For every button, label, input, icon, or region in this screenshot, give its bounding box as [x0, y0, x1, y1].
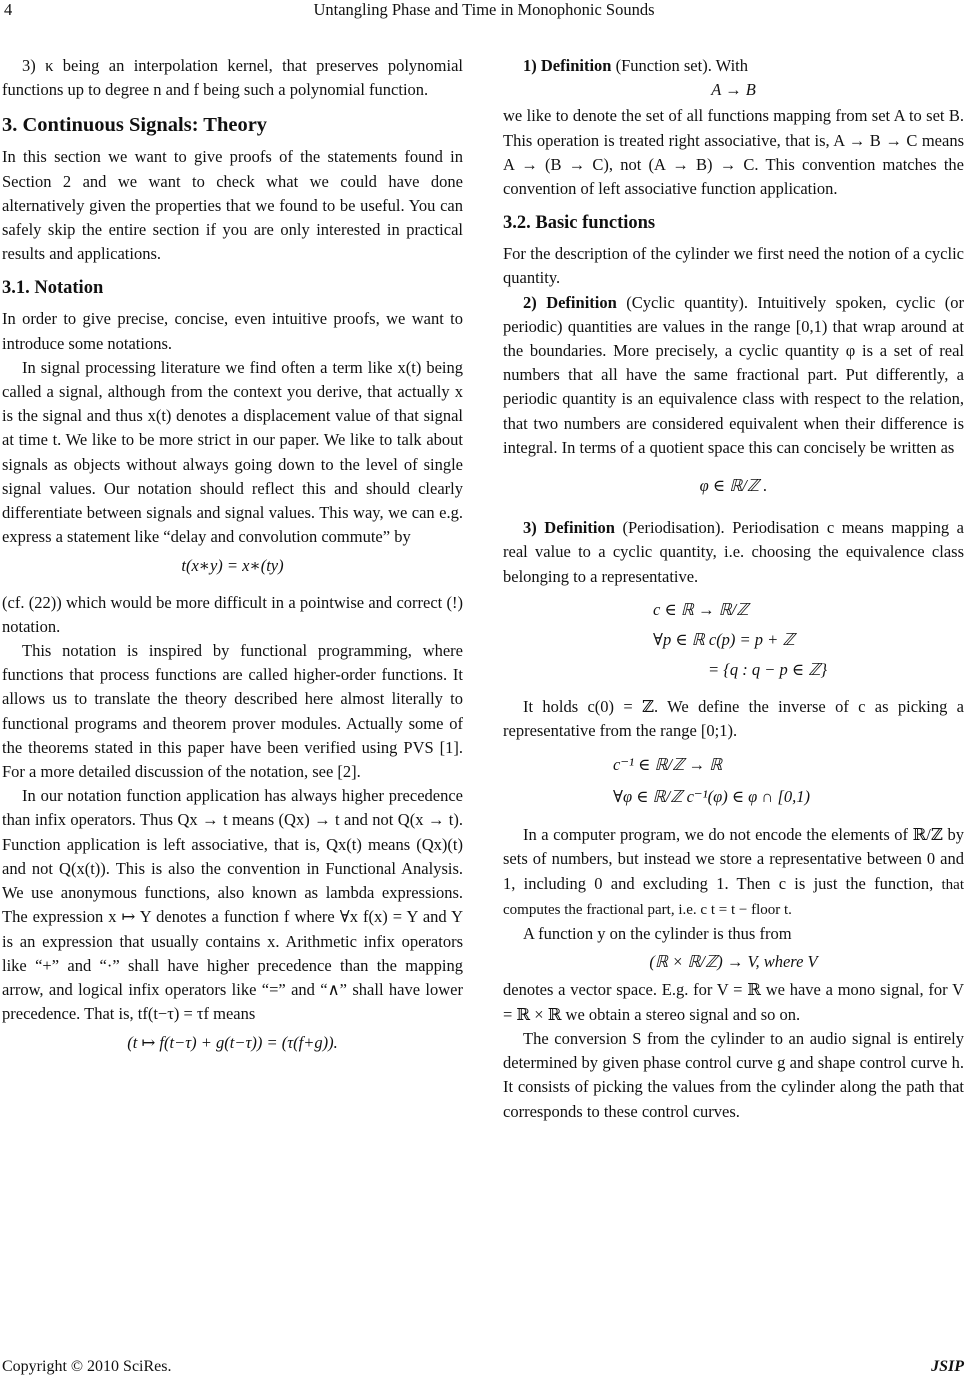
- program-text: In a computer program, we do not encode the elements of ℝ/ℤ by sets of numbers, but instead we store a representative between 0 and 1, including 0 and excluding 1. Then c is just the function,: [503, 825, 964, 893]
- notation-paragraph-2: In signal processing literature we find often a term like x(t) being called a signal, although from the context you derive, that actually x is the signal and thus x(t) denotes a displacement value of that signal at time t. We like to be more strict in our paper. We like to talk about signals as objects without always going down to the level of single signal values. Our notation should reflect this and should clearly differentiate between signals and signal values. This way, we can e.g. express a statement like “delay and convolution commute” by: [2, 357, 463, 547]
- conversion-paragraph: The conversion S from the cylinder to an audio signal is entirely determined by given phase control curve g and shape control curve h. It consists of picking the values from the cylinder along the path that corresponds to these control curves.: [503, 1028, 964, 1121]
- inverse-eq-1: c⁻¹ ∈ ℝ/ℤ → ℝ: [613, 755, 723, 775]
- definition-2-paragraph: [503, 291, 964, 460]
- definition-3-paragraph: [503, 516, 964, 589]
- inspired-paragraph: This notation is inspired by functional programming, where functions that process functions are called higher-order functions. It allows us to translate the theory described here almost literally to functional programs and theorem prover modules. Actually some of the theorems stated in this paper have been verified using PVS [1]. For a more detailed discussion of the notation, see [2].: [2, 641, 463, 782]
- left-column: [2, 54, 463, 1068]
- delay-convolution-equation: t(x∗y) = x∗(ty): [181, 556, 284, 576]
- periodisation-eq-3: = {q : q − p ∈ ℤ}: [708, 659, 828, 679]
- copyright: Copyright © 2010 SciRes.: [2, 1358, 172, 1375]
- application-paragraph: In our notation function application has always higher precedence than infix operators. Thus Qx → t means (Qx) → t and not Q(x → t). Function application is left associative, that is, Qx(t) means (Qx)(t) and not Q(x(t)). This is also the convention in Functional Analysis. We use anonymous functions, also known as lambda expressions. The expression x ↦ Y denotes a function f where ∀x f(x) = Y and Y is an expression that usually contains x. Arithmetic infix operators like “+” and “·” shall have higher precedence than the mapping arrow, and logical infix operators like “=” and “∧” shall have lower precedence. That is, tf(t−τ) = τf means: [2, 786, 463, 1024]
- cf-paragraph: (cf. (22)) which would be more difficult in a pointwise and correct (!) notation.: [2, 592, 463, 636]
- cylinder-paragraph: A function y on the cylinder is thus from: [523, 924, 792, 944]
- cyclic-quantity-equation: φ ∈ ℝ/ℤ .: [699, 476, 768, 496]
- item-3-paragraph: 3) κ being an interpolation kernel, that preserves polynomial functions up to degree n and f being such a polynomial function.: [2, 56, 463, 100]
- periodisation-eq-1: c ∈ ℝ → ℝ/ℤ: [653, 599, 749, 619]
- notation-paragraph-1: In order to give precise, concise, even intuitive proofs, we want to introduce some notations.: [2, 309, 463, 353]
- notation-heading: 3.1. Notation: [2, 278, 104, 299]
- inverse-paragraph: It holds c(0) = ℤ. We define the inverse of c as picking a representative from the range [0;1).: [503, 696, 964, 741]
- inverse-equations: [613, 749, 964, 813]
- inverse-eq-2: ∀φ ∈ ℝ/ℤ c⁻¹(φ) ∈ φ ∩ [0,1): [613, 787, 811, 807]
- basic-functions-paragraph: For the description of the cylinder we first need the notion of a cyclic quantity.: [503, 244, 964, 288]
- definition-1-label: 1) Definition: [523, 56, 612, 75]
- definition-2-text: (Cyclic quantity). Intuitively spoken, cyclic (or periodic) quantities are values in the range [0,1) that wrap around at the boundaries. More precisely, a cyclic quantity φ is a set of real numbers that all have the same fractional part. Put differently, a periodic quantity is an equivalence class with respect to the relation, that two numbers are considered equivalent when their difference is integral. In terms of a quotient space this can concisely be written as: [503, 292, 964, 457]
- vector-space-paragraph: denotes a vector space. E.g. for V = ℝ we have a mono signal, for V = ℝ × ℝ we obtain a stereo signal and so on.: [503, 980, 964, 1024]
- running-title: Untangling Phase and Time in Monophonic Sounds: [313, 0, 655, 19]
- definition-1-title: (Function set). With: [615, 56, 748, 75]
- definition-3-text: (Periodisation). Periodisation c means mapping a real value to a cyclic quantity, i.e. choosing the equivalence class belonging to a representative.: [503, 518, 965, 586]
- definition-1-paragraph: we like to denote the set of all functions mapping from set A to set B. This operation is treated right associative, that is, A → B → C means A → (B → C), not (A → B) → C. This convention matches the convention of left associative function application.: [503, 106, 964, 199]
- program-paragraph: [503, 823, 964, 922]
- program-text-small: that computes the fractional part, i.e. c t = t − floor t.: [503, 876, 965, 918]
- definition-3-label: 3) Definition: [523, 518, 615, 538]
- periodisation-equations: [653, 595, 964, 685]
- section-3-heading: 3. Continuous Signals: Theory: [2, 114, 268, 137]
- journal-name: JSIP: [931, 1358, 964, 1375]
- definition-2-label: 2) Definition: [523, 292, 617, 312]
- cylinder-equation: (ℝ × ℝ/ℤ) → V, where V: [649, 952, 818, 972]
- section-3-intro: In this section we want to give proofs of the statements found in Section 2 and we want to check what we could have done alternatively given the properties that we found to be useful. You can safely skip the entire section if you are only interested in practical results and applications.: [2, 147, 463, 264]
- periodisation-eq-2: ∀p ∈ ℝ c(p) = p + ℤ: [653, 629, 795, 649]
- shift-equation: (t ↦ f(t−τ) + g(t−τ)) = (τ(f+g)).: [127, 1033, 338, 1053]
- page-header: [0, 0, 968, 24]
- function-set-equation: A → B: [711, 80, 756, 100]
- definition-1-line: [503, 54, 964, 78]
- page-number: 4: [4, 0, 13, 19]
- right-column: [503, 54, 964, 1124]
- basic-functions-heading: 3.2. Basic functions: [503, 213, 656, 234]
